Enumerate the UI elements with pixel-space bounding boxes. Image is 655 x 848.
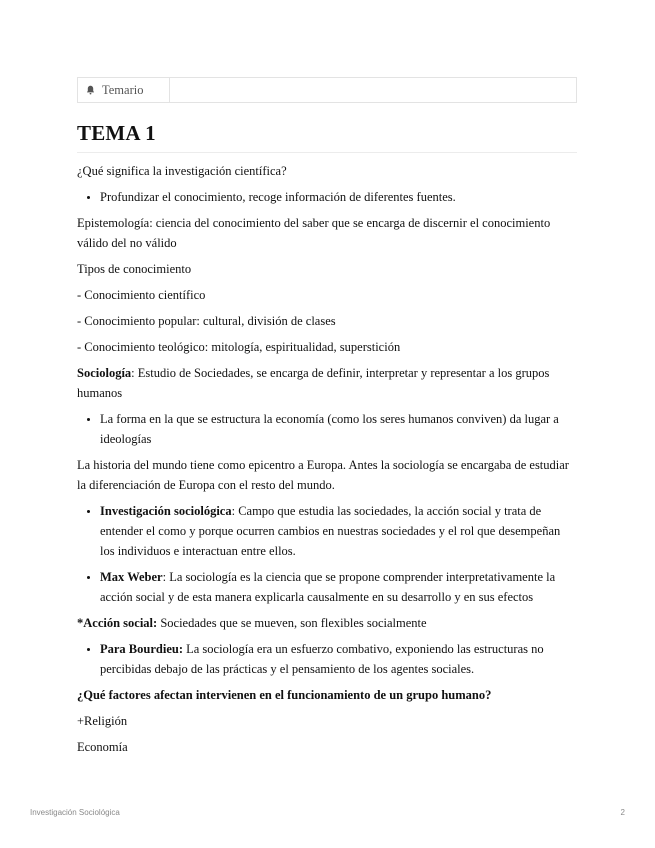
property-table <box>77 77 577 103</box>
bullet-list <box>77 501 577 607</box>
bold-term: Max Weber <box>100 570 163 584</box>
list-item <box>100 639 577 679</box>
definition-text: : Estudio de Sociedades, se encarga de definir, interpretar y representar a los grupos humanos <box>77 366 550 400</box>
definition-text: Sociedades que se mueven, son flexibles socialmente <box>160 616 427 630</box>
paragraph-economia: Economía <box>77 740 128 754</box>
paragraph-religion: +Religión <box>77 714 128 728</box>
footer-page-number: 2 <box>620 808 625 817</box>
paragraph-accion-social <box>77 613 577 633</box>
question-paragraph <box>77 685 577 705</box>
bold-term: Para Bourdieu: <box>100 642 183 656</box>
property-temario[interactable] <box>78 78 170 102</box>
list-item <box>100 567 577 607</box>
paragraph-cientifico: - Conocimiento científico <box>77 288 206 302</box>
document-body <box>77 161 577 763</box>
definition-text: : La sociología es la ciencia que se propone comprender interpretativamente la acción social y de esta manera explicarla causalmente en su desarrollo y en sus efectos <box>100 570 556 604</box>
bell-icon <box>86 85 95 95</box>
question-paragraph: ¿Qué significa la investigación científica? <box>77 164 287 178</box>
bold-term: *Acción social: <box>77 616 161 630</box>
bullet-list <box>77 639 577 679</box>
definition-text: La sociología era un esfuerzo combativo, exponiendo las estructuras no percibidas debajo de las prácticas y el pensamiento de los agentes sociales. <box>100 642 544 676</box>
paragraph-sociologia <box>77 363 577 403</box>
property-value[interactable] <box>170 78 576 102</box>
paragraph-popular: - Conocimiento popular: cultural, división de clases <box>77 314 336 328</box>
paragraph-epistemologia: Epistemología: ciencia del conocimiento del saber que se encarga de discernir el conocimiento válido del no válido <box>77 216 551 250</box>
bold-question: ¿Qué factores afectan intervienen en el funcionamiento de un grupo humano? <box>77 688 492 702</box>
paragraph-tipos: Tipos de conocimiento <box>77 262 192 276</box>
list-item: • La forma en la que se estructura la economía (como los seres humanos conviven) da lugar a ideologías <box>100 409 577 449</box>
paragraph-teologico: - Conocimiento teológico: mitología, espiritualidad, superstición <box>77 340 401 354</box>
page-title: TEMA 1 <box>77 121 156 145</box>
bold-term: Sociología <box>77 366 132 380</box>
list-item <box>100 501 577 561</box>
footer-doc-title: Investigación Sociológica <box>30 808 120 817</box>
title-divider <box>77 152 577 153</box>
property-label: Temario <box>102 82 144 97</box>
bullet-list <box>77 409 577 449</box>
paragraph-historia: La historia del mundo tiene como epicentro a Europa. Antes la sociología se encargaba de estudiar la diferenciación de Europa con el resto del mundo. <box>77 458 569 492</box>
list-item: • Profundizar el conocimiento, recoge información de diferentes fuentes. <box>100 187 577 207</box>
definition-text: : Campo que estudia las sociedades, la acción social y trata de entender el como y porque ocurren cambios en nuestras sociedades y el rol que desempeñan los individuos e interactuan entre ellos. <box>100 504 561 558</box>
bold-term: Investigación sociológica <box>100 504 232 518</box>
bullet-list <box>77 187 577 207</box>
